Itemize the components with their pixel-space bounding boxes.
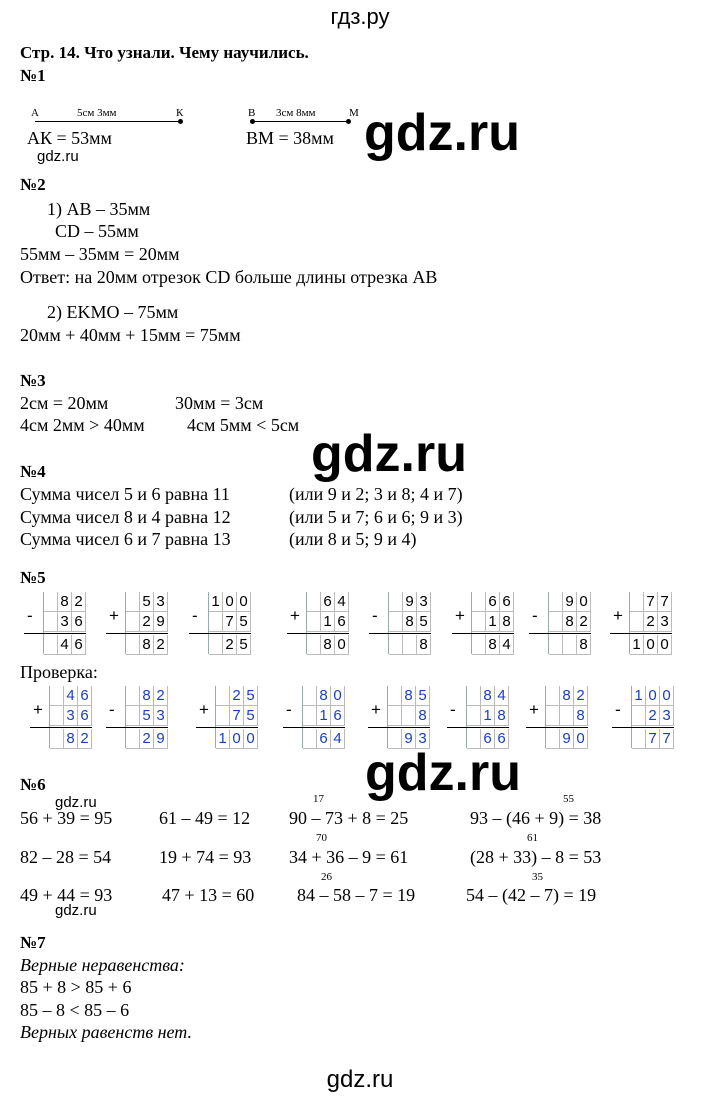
- minuend-digit: 0: [646, 686, 660, 706]
- minuend-digit: [546, 686, 560, 706]
- result-digit: 7: [660, 729, 674, 749]
- result-digit: 6: [72, 635, 86, 655]
- plus-sign: +: [109, 606, 119, 625]
- task7-conclusion: Верных равенств нет.: [20, 1022, 193, 1042]
- task6-heading: №6: [20, 775, 46, 794]
- result-digit: [472, 635, 486, 655]
- task1-heading: №1: [20, 66, 46, 85]
- task2-heading: №2: [20, 175, 46, 194]
- subtrahend-digit: 6: [78, 706, 92, 726]
- column-calculation: [24, 592, 86, 656]
- result-line: [447, 727, 509, 728]
- result-digit: 8: [321, 635, 335, 655]
- subtrahend-digit: 8: [495, 706, 509, 726]
- subtrahend-digit: 8: [403, 612, 417, 632]
- minuend-digit: [50, 686, 64, 706]
- minuend-digit: 8: [402, 686, 416, 706]
- minuend-digit: 0: [577, 592, 591, 612]
- column-calculation: [610, 592, 672, 656]
- seg1-left-label: А: [31, 107, 39, 119]
- minuend-digit: 4: [64, 686, 78, 706]
- plus-sign: +: [529, 700, 539, 719]
- result-digit: [546, 729, 560, 749]
- minuend-digit: 0: [331, 686, 345, 706]
- task4-sum: Сумма чисел 8 и 4 равна 12: [20, 507, 231, 527]
- column-calculation: [189, 592, 251, 656]
- result-digit: [307, 635, 321, 655]
- minuend-digit: 0: [237, 592, 251, 612]
- seg2-left-label: В: [248, 107, 256, 119]
- column-calculation: [452, 592, 514, 656]
- subtrahend-digit: 9: [154, 612, 168, 632]
- minus-sign: -: [192, 606, 198, 625]
- minuend-digit: 1: [209, 592, 223, 612]
- result-digit: 8: [64, 729, 78, 749]
- minuend-digit: [307, 592, 321, 612]
- subtrahend-digit: [560, 706, 574, 726]
- subtrahend-digit: 6: [331, 706, 345, 726]
- result-digit: 8: [486, 635, 500, 655]
- subtrahend-digit: [549, 612, 563, 632]
- task3-item: 4см 2мм > 40мм: [20, 415, 145, 435]
- plus-sign: +: [199, 700, 209, 719]
- result-line: [106, 633, 168, 634]
- result-line: [196, 727, 258, 728]
- subtrahend-digit: [402, 706, 416, 726]
- subtrahend-digit: [216, 706, 230, 726]
- plus-sign: +: [290, 606, 300, 625]
- result-line: [526, 727, 588, 728]
- result-line: [452, 633, 514, 634]
- subtrahend-digit: 7: [230, 706, 244, 726]
- column-calculation: [106, 686, 168, 750]
- seg1-answer: АК = 53мм: [27, 128, 112, 148]
- result-digit: 0: [230, 729, 244, 749]
- subtrahend-digit: 5: [140, 706, 154, 726]
- expression: 47 + 13 = 60: [162, 885, 255, 905]
- minuend-digit: 0: [660, 686, 674, 706]
- minus-sign: -: [286, 700, 292, 719]
- task3-item: 30мм = 3см: [175, 393, 264, 413]
- minuend-digit: 8: [317, 686, 331, 706]
- result-digit: 6: [317, 729, 331, 749]
- minuend-digit: [549, 592, 563, 612]
- minus-sign: -: [532, 606, 538, 625]
- minus-sign: -: [372, 606, 378, 625]
- check-label: Проверка:: [20, 662, 98, 682]
- subtrahend-digit: [126, 706, 140, 726]
- seg2-answer: ВМ = 38мм: [246, 128, 334, 148]
- expression: 56 + 39 = 95: [20, 808, 113, 828]
- watermark-small: gdz.ru: [55, 902, 97, 919]
- result-digit: 2: [223, 635, 237, 655]
- seg2-measure: 3см 8мм: [276, 107, 316, 119]
- subtrahend-digit: [467, 706, 481, 726]
- minuend-digit: 2: [154, 686, 168, 706]
- subtrahend-digit: [44, 612, 58, 632]
- column-calculation: [447, 686, 509, 750]
- result-digit: 8: [417, 635, 431, 655]
- minuend-digit: 0: [223, 592, 237, 612]
- minuend-digit: 6: [321, 592, 335, 612]
- task2-line: 1) АВ – 35мм: [47, 199, 151, 219]
- task7-subheading: Верные неравенства:: [20, 955, 185, 975]
- result-line: [189, 633, 251, 634]
- task2-line: 20мм + 40мм + 15мм = 75мм: [20, 325, 241, 345]
- minuend-digit: [467, 686, 481, 706]
- watermark-large: gdz.ru: [364, 104, 520, 162]
- task4-alt: (или 8 и 5; 9 и 4): [289, 529, 417, 549]
- minuend-digit: 9: [403, 592, 417, 612]
- result-line: [610, 633, 672, 634]
- minuend-digit: 9: [563, 592, 577, 612]
- result-digit: 4: [500, 635, 514, 655]
- column-calculation: [30, 686, 92, 750]
- subtrahend-digit: 1: [321, 612, 335, 632]
- column-calculation: [612, 686, 674, 750]
- minuend-digit: [126, 592, 140, 612]
- result-digit: 0: [644, 635, 658, 655]
- task2-line: CD – 55мм: [55, 221, 139, 241]
- subtrahend-digit: 1: [317, 706, 331, 726]
- result-line: [24, 633, 86, 634]
- result-digit: 0: [244, 729, 258, 749]
- expression: 90 – 73 + 8 = 25: [289, 808, 409, 828]
- minuend-digit: 3: [154, 592, 168, 612]
- result-digit: 8: [140, 635, 154, 655]
- minuend-digit: 6: [78, 686, 92, 706]
- minuend-digit: 8: [481, 686, 495, 706]
- page-title: Стр. 14. Что узнали. Чему научились.: [20, 43, 309, 62]
- result-digit: 2: [154, 635, 168, 655]
- minuend-digit: 6: [500, 592, 514, 612]
- result-digit: [632, 729, 646, 749]
- minuend-digit: [303, 686, 317, 706]
- expression: 82 – 28 = 54: [20, 847, 112, 867]
- result-digit: [403, 635, 417, 655]
- minuend-digit: 3: [417, 592, 431, 612]
- minuend-digit: [44, 592, 58, 612]
- watermark-large: gdz.ru: [365, 744, 521, 802]
- column-calculation: [368, 686, 430, 750]
- subtrahend-digit: 5: [244, 706, 258, 726]
- minuend-digit: 2: [574, 686, 588, 706]
- result-digit: 4: [331, 729, 345, 749]
- result-digit: 4: [58, 635, 72, 655]
- column-calculation: [369, 592, 431, 656]
- result-digit: [389, 635, 403, 655]
- minus-sign: -: [615, 700, 621, 719]
- subtrahend-digit: 8: [574, 706, 588, 726]
- expression: 84 – 58 – 7 = 19: [297, 885, 416, 905]
- result-line: [106, 727, 168, 728]
- result-digit: 1: [630, 635, 644, 655]
- minuend-digit: 8: [140, 686, 154, 706]
- subtrahend-digit: 2: [646, 706, 660, 726]
- subtrahend-digit: 1: [486, 612, 500, 632]
- subtrahend-digit: [630, 612, 644, 632]
- subtrahend-digit: 8: [563, 612, 577, 632]
- minuend-digit: 5: [416, 686, 430, 706]
- result-digit: 2: [78, 729, 92, 749]
- plus-sign: +: [613, 606, 623, 625]
- expression: 54 – (42 – 7) = 19: [466, 885, 597, 905]
- subtrahend-digit: [472, 612, 486, 632]
- subtrahend-digit: 3: [658, 612, 672, 632]
- subtrahend-digit: 2: [140, 612, 154, 632]
- column-calculation: [283, 686, 345, 750]
- expression: 34 + 36 – 9 = 61: [289, 847, 409, 867]
- subtrahend-digit: 3: [154, 706, 168, 726]
- result-digit: [303, 729, 317, 749]
- column-calculation: [196, 686, 258, 750]
- subtrahend-digit: [307, 612, 321, 632]
- point-m: [346, 119, 351, 124]
- segment-ak: [35, 121, 180, 122]
- minus-sign: -: [27, 606, 33, 625]
- task4-heading: №4: [20, 462, 46, 481]
- task7-heading: №7: [20, 933, 46, 952]
- minuend-digit: 1: [632, 686, 646, 706]
- seg1-right-label: К: [176, 107, 184, 119]
- minuend-digit: [389, 592, 403, 612]
- minuend-digit: [630, 592, 644, 612]
- task2-answer: Ответ: на 20мм отрезок CD больше длины отрезка АВ: [20, 267, 438, 287]
- task4-sum: Сумма чисел 5 и 6 равна 11: [20, 484, 230, 504]
- subtrahend-digit: 5: [417, 612, 431, 632]
- subtrahend-digit: 6: [72, 612, 86, 632]
- subtrahend-digit: [303, 706, 317, 726]
- watermark-small: gdz.ru: [37, 148, 79, 165]
- intermediate-result: 70: [316, 832, 327, 844]
- subtrahend-digit: [546, 706, 560, 726]
- task3-item: 2см = 20мм: [20, 393, 109, 413]
- column-calculation: [529, 592, 591, 656]
- seg1-measure: 5см 3мм: [77, 107, 117, 119]
- result-line: [283, 727, 345, 728]
- expression: 93 – (46 + 9) = 38: [470, 808, 602, 828]
- subtrahend-digit: 8: [416, 706, 430, 726]
- minuend-digit: 5: [244, 686, 258, 706]
- result-digit: [549, 635, 563, 655]
- subtrahend-digit: [389, 612, 403, 632]
- result-digit: 0: [574, 729, 588, 749]
- intermediate-result: 61: [527, 832, 538, 844]
- minuend-digit: 6: [486, 592, 500, 612]
- result-digit: [209, 635, 223, 655]
- result-digit: 5: [237, 635, 251, 655]
- expression: (28 + 33) – 8 = 53: [470, 847, 602, 867]
- result-digit: 6: [481, 729, 495, 749]
- minus-sign: -: [450, 700, 456, 719]
- result-digit: 0: [335, 635, 349, 655]
- minuend-digit: 7: [644, 592, 658, 612]
- task2-line: 2) EKMO – 75мм: [47, 302, 179, 322]
- expression: 49 + 44 = 93: [20, 885, 113, 905]
- result-digit: 8: [577, 635, 591, 655]
- result-digit: 6: [495, 729, 509, 749]
- subtrahend-digit: 3: [64, 706, 78, 726]
- seg2-right-label: М: [349, 107, 359, 119]
- minuend-digit: 2: [72, 592, 86, 612]
- intermediate-result: 17: [313, 793, 324, 805]
- result-line: [368, 727, 430, 728]
- segment-bm: [252, 121, 348, 122]
- task3-heading: №3: [20, 371, 46, 390]
- minuend-digit: [126, 686, 140, 706]
- result-digit: 1: [216, 729, 230, 749]
- result-line: [612, 727, 674, 728]
- minuend-digit: [216, 686, 230, 706]
- site-footer: gdz.ru: [326, 1066, 394, 1093]
- subtrahend-digit: 6: [335, 612, 349, 632]
- point-k: [178, 119, 183, 124]
- task4-alt: (или 5 и 7; 6 и 6; 9 и 3): [289, 507, 463, 527]
- minuend-digit: 4: [335, 592, 349, 612]
- result-digit: 2: [140, 729, 154, 749]
- intermediate-result: 35: [532, 871, 543, 883]
- expression: 19 + 74 = 93: [159, 847, 252, 867]
- task5-heading: №5: [20, 568, 46, 587]
- plus-sign: +: [371, 700, 381, 719]
- result-digit: 0: [658, 635, 672, 655]
- result-digit: 9: [560, 729, 574, 749]
- result-digit: 9: [154, 729, 168, 749]
- result-digit: [126, 729, 140, 749]
- minuend-digit: [472, 592, 486, 612]
- subtrahend-digit: 2: [644, 612, 658, 632]
- result-line: [287, 633, 349, 634]
- task3-item: 4см 5мм < 5см: [187, 415, 300, 435]
- result-digit: [563, 635, 577, 655]
- column-calculation: [106, 592, 168, 656]
- minuend-digit: 7: [658, 592, 672, 612]
- subtrahend-digit: [388, 706, 402, 726]
- subtrahend-digit: [126, 612, 140, 632]
- result-line: [369, 633, 431, 634]
- task4-alt: (или 9 и 2; 3 и 8; 4 и 7): [289, 484, 463, 504]
- subtrahend-digit: 7: [223, 612, 237, 632]
- task7-line: 85 – 8 < 85 – 6: [20, 1000, 130, 1020]
- subtrahend-digit: 3: [660, 706, 674, 726]
- plus-sign: +: [33, 700, 43, 719]
- result-line: [30, 727, 92, 728]
- expression: 61 – 49 = 12: [159, 808, 251, 828]
- watermark-large: gdz.ru: [311, 425, 467, 483]
- minus-sign: -: [109, 700, 115, 719]
- subtrahend-digit: [209, 612, 223, 632]
- task7-line: 85 + 8 > 85 + 6: [20, 977, 132, 997]
- watermark-small: gdz.ru: [55, 794, 97, 811]
- result-digit: [44, 635, 58, 655]
- minuend-digit: [388, 686, 402, 706]
- subtrahend-digit: 5: [237, 612, 251, 632]
- minuend-digit: 8: [560, 686, 574, 706]
- intermediate-result: 55: [563, 793, 574, 805]
- minuend-digit: 5: [140, 592, 154, 612]
- result-digit: [50, 729, 64, 749]
- subtrahend-digit: 8: [500, 612, 514, 632]
- result-digit: 7: [646, 729, 660, 749]
- subtrahend-digit: [50, 706, 64, 726]
- minuend-digit: 8: [58, 592, 72, 612]
- minuend-digit: 2: [230, 686, 244, 706]
- subtrahend-digit: 3: [58, 612, 72, 632]
- plus-sign: +: [455, 606, 465, 625]
- result-digit: 3: [416, 729, 430, 749]
- subtrahend-digit: 1: [481, 706, 495, 726]
- result-digit: [126, 635, 140, 655]
- result-line: [529, 633, 591, 634]
- site-header: гдз.ру: [330, 4, 390, 29]
- task2-line: 55мм – 35мм = 20мм: [20, 244, 180, 264]
- minuend-digit: 4: [495, 686, 509, 706]
- task4-sum: Сумма чисел 6 и 7 равна 13: [20, 529, 231, 549]
- column-calculation: [526, 686, 588, 750]
- column-calculation: [287, 592, 349, 656]
- result-digit: 9: [402, 729, 416, 749]
- subtrahend-digit: 2: [577, 612, 591, 632]
- subtrahend-digit: [632, 706, 646, 726]
- intermediate-result: 26: [321, 871, 332, 883]
